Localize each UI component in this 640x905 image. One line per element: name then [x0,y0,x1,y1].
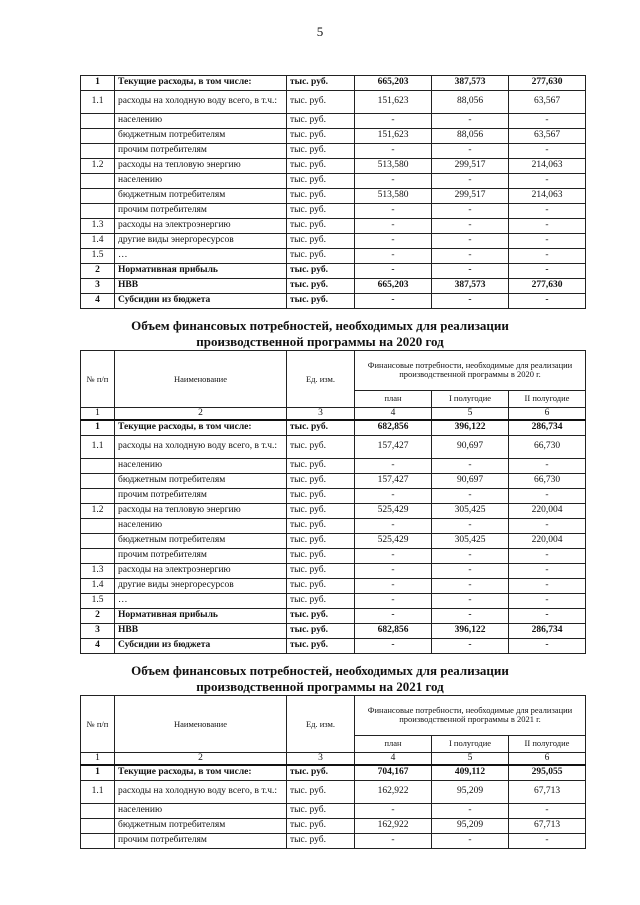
row-h1: - [432,549,509,564]
row-h2: - [509,249,586,264]
row-h1: 305,425 [432,504,509,519]
row-number: 1.2 [81,504,115,519]
row-h1: - [432,804,509,819]
row-h2: - [509,639,586,654]
row-number: 1.4 [81,579,115,594]
col-number: 1 [81,753,115,766]
row-h2: - [509,459,586,474]
header-h1: I полугодие [432,735,509,752]
row-plan: - [355,549,432,564]
col-number: 6 [509,408,586,421]
row-h2: 277,630 [509,76,586,91]
table-row [81,534,586,549]
row-h2: - [509,579,586,594]
row-number: 4 [81,294,115,309]
col-number: 4 [355,408,432,421]
header-h2: II полугодие [509,735,586,752]
row-unit: тыс. руб. [287,781,355,804]
row-plan: 513,580 [355,189,432,204]
row-name: расходы на холодную воду всего, в т.ч.: [115,781,287,804]
row-number: 1.3 [81,564,115,579]
col-number: 1 [81,408,115,421]
row-h2: - [509,549,586,564]
row-h2: - [509,564,586,579]
financial-table-continued [80,75,586,309]
col-number: 3 [287,753,355,766]
row-number [81,819,115,834]
row-h2: - [509,204,586,219]
row-name: НВВ [115,624,287,639]
row-h1: 90,697 [432,436,509,459]
row-number: 2 [81,609,115,624]
row-name: населению [115,804,287,819]
row-plan: - [355,639,432,654]
row-number: 1.2 [81,159,115,174]
financial-table-2021 [80,695,586,849]
row-name: населению [115,114,287,129]
row-h1: - [432,639,509,654]
row-number: 1.3 [81,219,115,234]
row-h1: 387,573 [432,76,509,91]
title-line-2: производственной программы на 2021 год [196,679,444,694]
header-h1: I полугодие [432,390,509,407]
table-row [81,489,586,504]
table-row [81,129,586,144]
row-h1: 88,056 [432,91,509,114]
row-unit: тыс. руб. [287,204,355,219]
row-unit: тыс. руб. [287,114,355,129]
row-unit: тыс. руб. [287,436,355,459]
row-h2: 66,730 [509,474,586,489]
col-number: 2 [115,408,287,421]
row-unit: тыс. руб. [287,609,355,624]
row-h1: - [432,459,509,474]
row-number [81,489,115,504]
table-row [81,436,586,459]
row-name: бюджетным потребителям [115,534,287,549]
row-number [81,804,115,819]
row-name: Субсидии из бюджета [115,294,287,309]
table-row [81,765,586,781]
table-row [81,219,586,234]
row-name: прочим потребителям [115,144,287,159]
row-number: 1.5 [81,249,115,264]
row-plan: 513,580 [355,159,432,174]
row-name: расходы на тепловую энергию [115,504,287,519]
row-plan: 682,856 [355,624,432,639]
row-number [81,834,115,849]
header-name: Наименование [115,351,287,408]
row-unit: тыс. руб. [287,624,355,639]
row-name: Нормативная прибыль [115,609,287,624]
row-h2: - [509,234,586,249]
row-name: расходы на электроэнергию [115,564,287,579]
row-h1: - [432,594,509,609]
title-line-1: Объем финансовых потребностей, необходимых для реализации [131,318,509,333]
row-plan: 151,623 [355,129,432,144]
row-name: населению [115,174,287,189]
row-plan: - [355,489,432,504]
row-h1: 396,122 [432,420,509,436]
row-unit: тыс. руб. [287,765,355,781]
row-name: расходы на холодную воду всего, в т.ч.: [115,436,287,459]
row-plan: - [355,594,432,609]
table-row [81,159,586,174]
row-h1: - [432,609,509,624]
col-number: 5 [432,408,509,421]
row-name: Текущие расходы, в том числе: [115,765,287,781]
row-unit: тыс. руб. [287,639,355,654]
row-h2: - [509,609,586,624]
row-h1: - [432,519,509,534]
row-name: другие виды энергоресурсов [115,234,287,249]
row-h1: - [432,264,509,279]
row-h1: - [432,204,509,219]
row-unit: тыс. руб. [287,564,355,579]
row-number: 3 [81,624,115,639]
row-name: бюджетным потребителям [115,819,287,834]
header-plan: план [355,390,432,407]
title-line-2: производственной программы на 2020 год [196,334,444,349]
row-h1: - [432,174,509,189]
row-unit: тыс. руб. [287,804,355,819]
row-number [81,519,115,534]
row-number: 1.1 [81,91,115,114]
table-row [81,174,586,189]
col-number: 4 [355,753,432,766]
row-number: 1 [81,420,115,436]
row-h2: 63,567 [509,91,586,114]
row-plan: - [355,219,432,234]
table-row [81,279,586,294]
row-unit: тыс. руб. [287,159,355,174]
row-plan: 704,167 [355,765,432,781]
row-h1: - [432,249,509,264]
row-h2: 214,063 [509,159,586,174]
row-name: прочим потребителям [115,204,287,219]
row-plan: 525,429 [355,504,432,519]
row-h1: 299,517 [432,159,509,174]
row-number: 2 [81,264,115,279]
table-row [81,144,586,159]
table-row [81,249,586,264]
row-unit: тыс. руб. [287,459,355,474]
table-row [81,834,586,849]
row-h2: 220,004 [509,534,586,549]
table-row [81,579,586,594]
row-plan: - [355,804,432,819]
row-unit: тыс. руб. [287,474,355,489]
col-number: 6 [509,753,586,766]
row-number: 1 [81,765,115,781]
row-unit: тыс. руб. [287,264,355,279]
row-number [81,174,115,189]
row-plan: - [355,519,432,534]
table-row [81,234,586,249]
row-h2: 214,063 [509,189,586,204]
table-row [81,639,586,654]
col-number: 5 [432,753,509,766]
row-h1: 90,697 [432,474,509,489]
row-plan: 162,922 [355,781,432,804]
table-row [81,204,586,219]
row-h2: - [509,174,586,189]
table-row [81,91,586,114]
row-h1: 409,112 [432,765,509,781]
row-unit: тыс. руб. [287,129,355,144]
row-number [81,549,115,564]
table-row [81,114,586,129]
row-h2: 67,713 [509,781,586,804]
col-number: 2 [115,753,287,766]
row-h1: - [432,144,509,159]
table-row [81,294,586,309]
header-group: Финансовые потребности, необходимые для реализации производственной программы в 2021 г. [355,696,586,736]
row-plan: 665,203 [355,279,432,294]
row-number: 1.1 [81,781,115,804]
page-number: 5 [316,24,324,39]
row-plan: - [355,204,432,219]
row-h2: 277,630 [509,279,586,294]
financial-table-2020 [80,350,586,654]
row-name: Нормативная прибыль [115,264,287,279]
row-name: расходы на холодную воду всего, в т.ч.: [115,91,287,114]
row-unit: тыс. руб. [287,519,355,534]
row-name: населению [115,519,287,534]
row-h2: - [509,114,586,129]
row-number: 1.5 [81,594,115,609]
row-plan: - [355,114,432,129]
table-row [81,76,586,91]
row-plan: 665,203 [355,76,432,91]
row-h1: - [432,489,509,504]
section-title-2021 [60,663,580,695]
row-plan: - [355,234,432,249]
table-row [81,819,586,834]
row-h2: - [509,519,586,534]
table-row [81,549,586,564]
header-num: № п/п [81,351,115,408]
row-unit: тыс. руб. [287,189,355,204]
row-h1: 396,122 [432,624,509,639]
row-number [81,129,115,144]
header-name: Наименование [115,696,287,753]
header-plan: план [355,735,432,752]
row-unit: тыс. руб. [287,534,355,549]
row-h2: 220,004 [509,504,586,519]
row-unit: тыс. руб. [287,594,355,609]
header-group: Финансовые потребности, необходимые для реализации производственной программы в 2020 г. [355,351,586,391]
row-plan: - [355,249,432,264]
table-row [81,624,586,639]
row-h2: 63,567 [509,129,586,144]
row-unit: тыс. руб. [287,234,355,249]
row-number [81,474,115,489]
row-plan: - [355,264,432,279]
table-row [81,189,586,204]
row-unit: тыс. руб. [287,219,355,234]
row-unit: тыс. руб. [287,91,355,114]
row-unit: тыс. руб. [287,489,355,504]
row-unit: тыс. руб. [287,144,355,159]
row-plan: - [355,564,432,579]
row-name: … [115,249,287,264]
row-h1: 387,573 [432,279,509,294]
row-name: расходы на электроэнергию [115,219,287,234]
row-name: населению [115,459,287,474]
header-h2: II полугодие [509,390,586,407]
row-h2: - [509,219,586,234]
row-h2: 67,713 [509,819,586,834]
row-plan: - [355,609,432,624]
row-plan: 157,427 [355,436,432,459]
row-h2: - [509,489,586,504]
row-unit: тыс. руб. [287,76,355,91]
row-h2: 295,055 [509,765,586,781]
row-number [81,534,115,549]
row-h1: 88,056 [432,129,509,144]
table-row [81,519,586,534]
row-h1: 299,517 [432,189,509,204]
row-unit: тыс. руб. [287,549,355,564]
row-plan: 157,427 [355,474,432,489]
header-unit: Ед. изм. [287,351,355,408]
row-name: НВВ [115,279,287,294]
row-plan: - [355,459,432,474]
row-unit: тыс. руб. [287,579,355,594]
row-number [81,189,115,204]
row-plan: - [355,834,432,849]
row-name: Текущие расходы, в том числе: [115,420,287,436]
row-h2: - [509,594,586,609]
header-unit: Ед. изм. [287,696,355,753]
row-h1: - [432,579,509,594]
row-unit: тыс. руб. [287,504,355,519]
row-number: 3 [81,279,115,294]
row-number: 1 [81,76,115,91]
row-h1: 95,209 [432,781,509,804]
row-name: … [115,594,287,609]
header-num: № п/п [81,696,115,753]
col-number: 3 [287,408,355,421]
row-number: 1.1 [81,436,115,459]
row-h2: - [509,144,586,159]
row-name: прочим потребителям [115,489,287,504]
row-unit: тыс. руб. [287,819,355,834]
table-row [81,420,586,436]
row-unit: тыс. руб. [287,249,355,264]
row-number [81,144,115,159]
row-plan: - [355,174,432,189]
row-name: прочим потребителям [115,834,287,849]
row-number: 4 [81,639,115,654]
row-name: другие виды энергоресурсов [115,579,287,594]
row-name: прочим потребителям [115,549,287,564]
table-row [81,781,586,804]
row-h1: 95,209 [432,819,509,834]
row-h1: - [432,834,509,849]
row-unit: тыс. руб. [287,294,355,309]
row-unit: тыс. руб. [287,420,355,436]
row-unit: тыс. руб. [287,279,355,294]
row-h2: - [509,804,586,819]
row-h2: 66,730 [509,436,586,459]
table-row [81,504,586,519]
table-row [81,474,586,489]
row-name: расходы на тепловую энергию [115,159,287,174]
row-h1: - [432,114,509,129]
row-h2: 286,734 [509,624,586,639]
row-h1: - [432,234,509,249]
row-unit: тыс. руб. [287,174,355,189]
row-number [81,114,115,129]
row-name: бюджетным потребителям [115,189,287,204]
table-row [81,564,586,579]
row-plan: 682,856 [355,420,432,436]
row-h2: - [509,834,586,849]
table-row [81,609,586,624]
row-plan: - [355,144,432,159]
row-plan: 151,623 [355,91,432,114]
table-row [81,264,586,279]
row-number: 1.4 [81,234,115,249]
row-h1: - [432,564,509,579]
row-h2: 286,734 [509,420,586,436]
row-number [81,204,115,219]
row-name: бюджетным потребителям [115,129,287,144]
row-plan: 162,922 [355,819,432,834]
title-line-1: Объем финансовых потребностей, необходимых для реализации [131,663,509,678]
row-name: Субсидии из бюджета [115,639,287,654]
row-plan: - [355,579,432,594]
row-name: бюджетным потребителям [115,474,287,489]
row-h2: - [509,294,586,309]
row-h1: - [432,219,509,234]
table-row [81,594,586,609]
row-h1: - [432,294,509,309]
row-h1: 305,425 [432,534,509,549]
table-row [81,804,586,819]
section-title-2020 [60,318,580,350]
row-plan: 525,429 [355,534,432,549]
row-unit: тыс. руб. [287,834,355,849]
row-number [81,459,115,474]
table-row [81,459,586,474]
row-plan: - [355,294,432,309]
row-name: Текущие расходы, в том числе: [115,76,287,91]
row-h2: - [509,264,586,279]
